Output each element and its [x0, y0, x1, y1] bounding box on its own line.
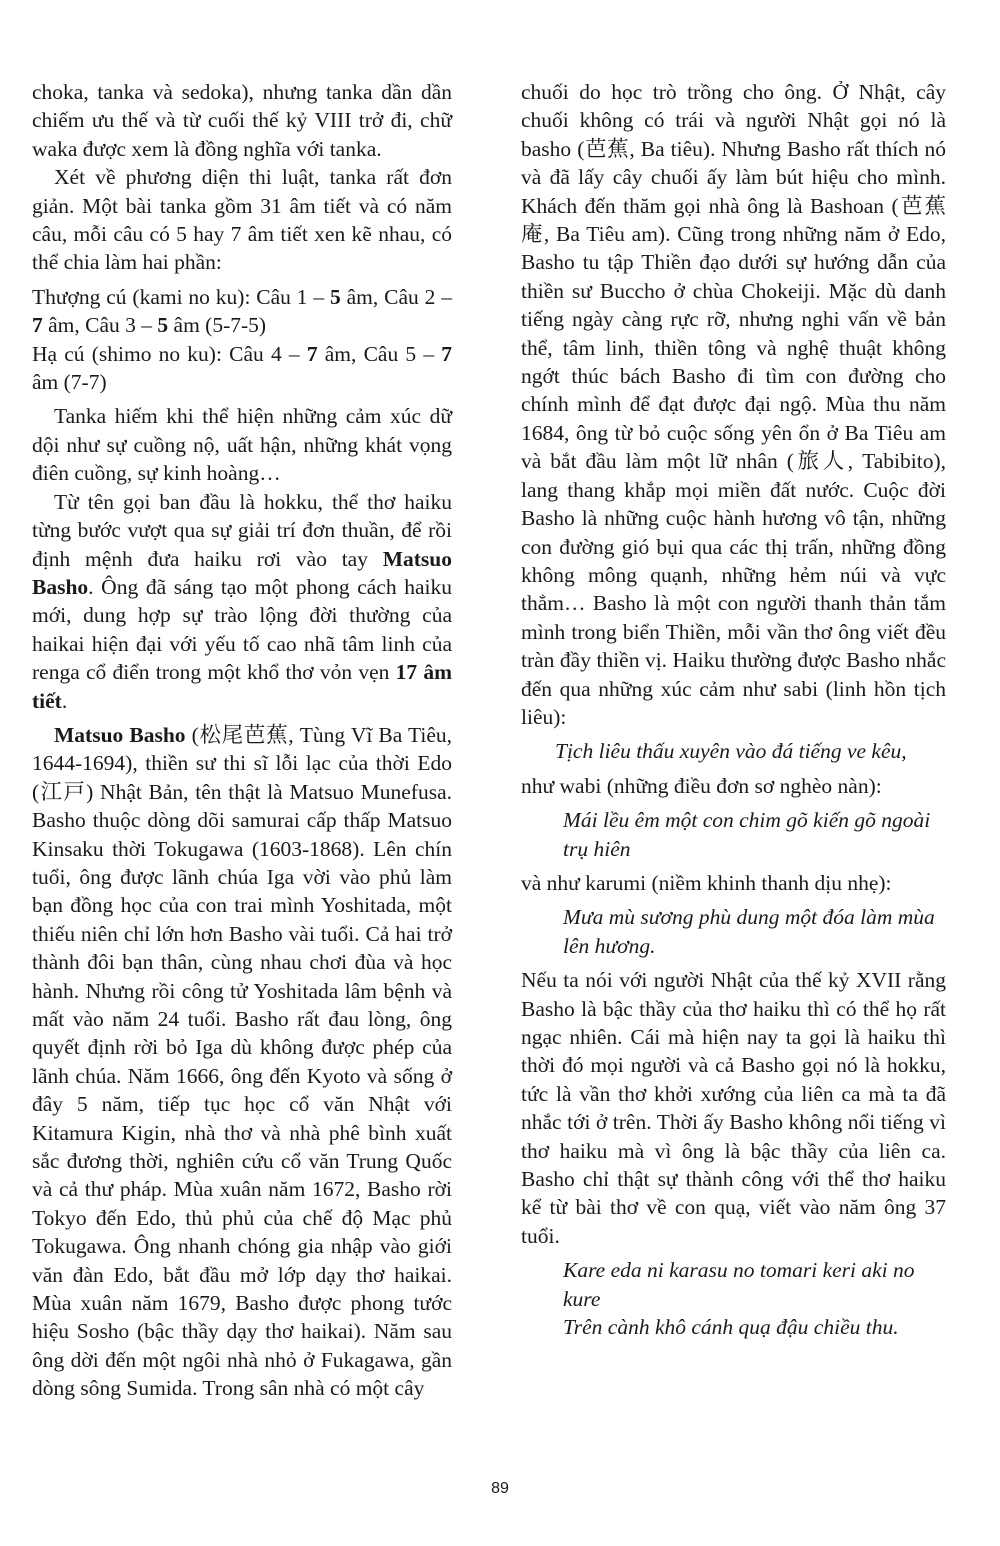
poem-line: Kare eda ni karasu no tomari keri aki no kure	[563, 1258, 915, 1311]
paragraph: Nếu ta nói với người Nhật của thế kỷ XVII rằng Basho là bậc thầy của thơ haiku thì có thể họ rất ngạc nhiên. Cái mà hiện nay ta gọi là haiku thì thời đó mọi người và cả Basho gọi nó là hokku, tức là vần thơ khởi xướng của liên ca mà ta đã nhắc tới ở trên. Thời ấy Basho không nổi tiếng vì thơ haiku mà vì ông là bậc thầy của liên ca. Basho chỉ thật sự thành công với thể thơ haiku kể từ bài thơ về con quạ, viết vào năm ông 37 tuổi.	[521, 968, 946, 1248]
bold-number: 5	[157, 313, 169, 338]
paragraph: chuối do học trò trồng cho ông. Ở Nhật, cây chuối không có trái và người Nhật gọi nó là basho (芭蕉, Ba tiêu). Nhưng Basho rất thích nó và đã lấy cây chuối ấy làm bút hiệu cho mình. Khách đến thăm gọi nhà ông là Bashoan (芭蕉庵, Ba Tiêu am). Cũng trong những năm ở Edo, Basho tu tập Thiền đạo dưới sự hướng dẫn của thiền sư Buccho ở chùa Chokeiji. Mặc dù danh tiếng ngày càng rực rỡ, nhưng nghi vấn về bản thể, tâm linh, thiền tông và nghệ thuật không ngớt thúc bách Basho đi tìm con đường cho chính mình để đạt được đại ngộ. Mùa thu năm 1684, ông từ bỏ cuộc sống yên ổn ở Ba Tiêu am và bắt đầu làm một lữ nhân (旅人, Tabibito), lang thang khắp mọi miền đất nước. Cuộc đời Basho là những cuộc hành hương vô tận, những con đường gió bụi qua các thị trấn, những đồng không mông quạnh, những hẻm núi và vực thẳm… Basho là một con người thanh thản tắm mình trong biển Thiền, mỗi vần thơ ông viết đều tràn đầy thiền vị. Haiku thường được Basho nhắc đến qua những xúc cảm như sabi (linh hồn tịch liêu):	[521, 80, 946, 729]
bold-number: 7	[441, 341, 452, 366]
text-span: Hạ cú (shimo no ku): Câu 4 –	[32, 341, 307, 366]
text-span: âm, Câu 5 –	[317, 341, 442, 366]
paragraph	[32, 488, 452, 715]
text-span: (松尾芭蕉, Tùng Vĩ Ba Tiêu, 1644-1694), thiền sư thi sĩ lỗi lạc của thời Edo (江戸) Nhật Bản, tên thật là Matsuo Munefusa. Basho thuộc dòng dõi samurai cấp thấp Matsuo Kinsaku thời Tokugawa (1603-1868). Lên chín tuổi, ông được lãnh chúa Iga vời vào phủ làm bạn đồng học của con trai mình Yoshitada, một thiếu niên chỉ lớn hơn Basho vài tuổi. Cả hai trở thành đôi bạn thân, cùng nhau chơi đùa và học hành. Nhưng rồi công tử Yoshitada lâm bệnh và mất vào năm 24 tuổi. Basho rất đau lòng, ông quyết định rời bỏ Iga dù không được phép của lãnh chúa. Năm 1666, ông đến Kyoto và sống ở đây 5 năm, tiếp tục học cổ văn Nhật với Kitamura Kigin, nhà thơ và nhà phê bình xuất sắc đương thời, nghiên cứu cổ văn Trung Quốc và cả thư pháp. Mùa xuân năm 1672, Basho rời Tokyo đến Edo, thủ phủ của chế độ Mạc phủ Tokugawa. Ông nhanh chóng gia nhập vào giới văn đàn Edo, bắt đầu mở lớp dạy thơ haikai. Mùa xuân năm 1679, Basho được phong tước hiệu Sosho (bậc thầy dạy thơ haikai). Năm sau ông dời đến một ngôi nhà nhỏ ở Fukagawa, gần dòng sông Sumida. Trong sân nhà có một cây	[32, 722, 452, 1401]
text-span: âm (5-7-5)	[168, 313, 267, 338]
poem-quote: Mái lều êm một con chim gõ kiến gõ ngoài trụ hiên	[563, 808, 931, 861]
bold-phrase: 17 âm tiết	[32, 660, 452, 713]
paragraph	[32, 340, 452, 397]
paragraph: như wabi (những điều đơn sơ nghèo nàn):	[521, 773, 882, 798]
text-span: âm, Câu 2 –	[340, 284, 452, 309]
paragraph: Xét về phương diện thi luật, tanka rất đơn giản. Một bài tanka gồm 31 âm tiết và có năm câu, mỗi câu có 5 hay 7 âm tiết xen kẽ nhau, có thể chia làm hai phần:	[32, 165, 452, 275]
left-column	[32, 78, 452, 1403]
paragraph: choka, tanka và sedoka), nhưng tanka dần dần chiếm ưu thế và từ cuối thế kỷ VIII trở đi, chữ waka được xem là đồng nghĩa với tanka.	[32, 80, 452, 161]
text-span: . Ông đã sáng tạo một phong cách haiku mới, dung hợp sự trào lộng đời thường của haikai hiện đại với yếu tố cao nhã tâm linh của renga cổ điển trong một khổ thơ vỏn vẹn	[32, 574, 452, 685]
paragraph	[32, 283, 452, 340]
bold-name: Matsuo Basho	[32, 546, 452, 599]
poem-quote: Tịch liêu thấu xuyên vào đá tiếng ve kêu,	[555, 739, 907, 764]
text-span: âm, Câu 3 –	[42, 313, 158, 338]
text-span: Từ tên gọi ban đầu là hokku, thể thơ haiku từng bước vượt qua sự giải trí đơn thuần, để rồi định mệnh đưa haiku rơi vào tay	[32, 489, 452, 571]
poem-quote	[563, 1256, 946, 1341]
poem-quote: Mưa mù sương phù dung một đóa làm mùa lên hương.	[563, 905, 935, 958]
bold-number: 5	[330, 284, 341, 309]
right-column	[521, 78, 946, 1341]
paragraph: và như karumi (niềm khinh thanh dịu nhẹ):	[521, 870, 892, 895]
paragraph	[32, 721, 452, 1403]
bold-number: 7	[306, 341, 318, 366]
bold-name: Matsuo Basho	[54, 722, 186, 747]
text-span: Thượng cú (kami no ku): Câu 1 –	[32, 284, 331, 309]
text-span: .	[61, 688, 68, 713]
text-span: âm (7-7)	[32, 370, 107, 395]
poem-line: Trên cành khô cánh quạ đậu chiều thu.	[563, 1315, 899, 1340]
bold-number: 7	[32, 313, 43, 338]
page-number: 89	[491, 1480, 509, 1497]
paragraph: Tanka hiếm khi thể hiện những cảm xúc dữ dội như sự cuồng nộ, uất hận, những khát vọng điên cuồng, sự kinh hoàng…	[32, 404, 452, 486]
